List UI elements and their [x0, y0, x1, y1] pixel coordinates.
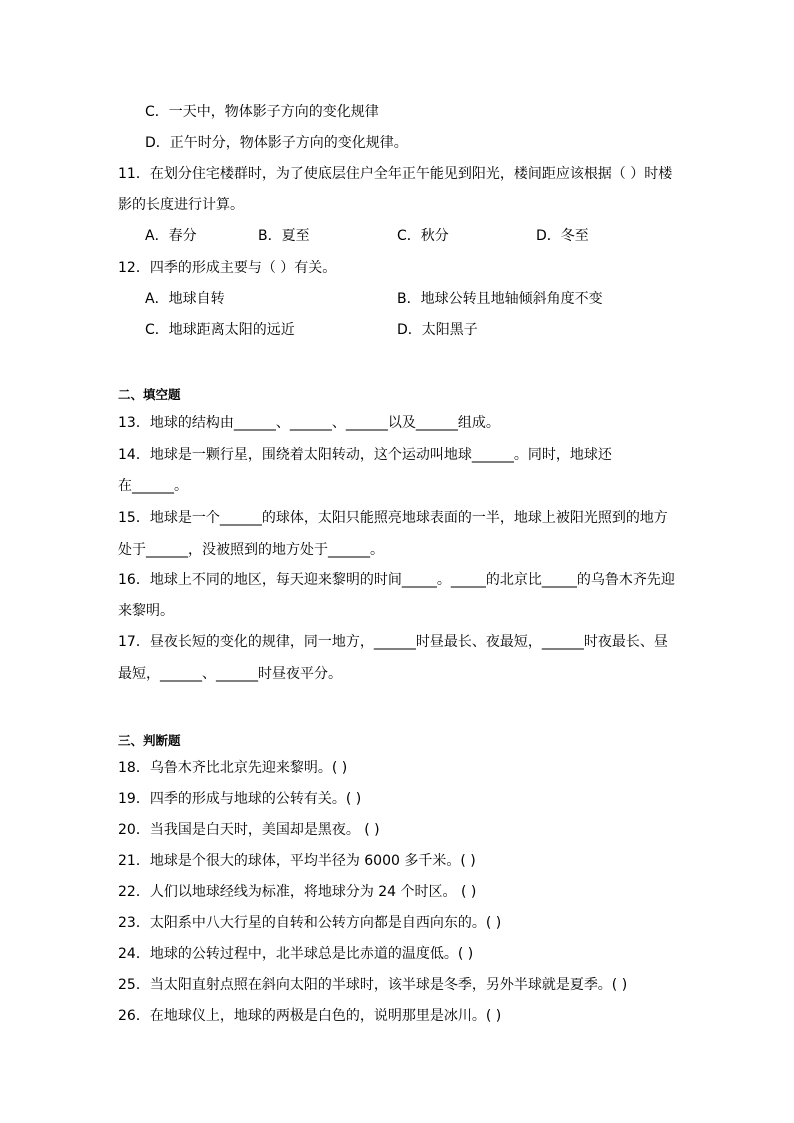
- q17-line2: 最短，______、______时昼夜平分。: [118, 666, 342, 682]
- q21: 21．地球是个很大的球体，平均半径为 6000 多千米。( ): [118, 853, 476, 869]
- q11-stem-line1: 11．在划分住宅楼群时，为了使底层住户全年正午能见到阳光，楼间距应该根据（ ）时楼: [118, 166, 673, 182]
- q10-option-c: C．一天中，物体影子方向的变化规律: [145, 104, 379, 120]
- section-true-false-title: 三、判断题: [118, 733, 181, 748]
- q16-line2: 来黎明。: [118, 603, 174, 619]
- q11-option-d: D．冬至: [536, 228, 589, 244]
- q14-line1: 14．地球是一颗行星，围绕着太阳转动，这个运动叫地球______。同时，地球还: [118, 447, 612, 463]
- q15-line1: 15．地球是一个______的球体，太阳只能照亮地球表面的一半，地球上被阳光照到的地方: [118, 510, 668, 526]
- q12-stem: 12．四季的形成主要与（ ）有关。: [118, 260, 337, 276]
- q12-option-b: B．地球公转且地轴倾斜角度不变: [397, 291, 603, 307]
- q16-line1: 16．地球上不同的地区，每天迎来黎明的时间_____。_____的北京比_____的乌鲁木齐先迎: [118, 572, 675, 588]
- q10-option-d: D．正午时分，物体影子方向的变化规律。: [145, 135, 408, 151]
- q25: 25．当太阳直射点照在斜向太阳的半球时，该半球是冬季，另外半球就是夏季。( ): [118, 977, 628, 993]
- q23: 23．太阳系中八大行星的自转和公转方向都是自西向东的。( ): [118, 915, 502, 931]
- q24: 24．地球的公转过程中，北半球总是比赤道的温度低。( ): [118, 946, 474, 962]
- section-fill-in-title: 二、填空题: [118, 387, 181, 402]
- q14-line2: 在______。: [118, 478, 188, 494]
- q26: 26．在地球仪上，地球的两极是白色的，说明那里是冰川。( ): [118, 1008, 502, 1024]
- q11-option-a: A．春分: [145, 228, 197, 244]
- q22: 22．人们以地球经线为标准，将地球分为 24 个时区。 ( ): [118, 884, 477, 900]
- q12-option-a: A．地球自转: [145, 291, 225, 307]
- q11-option-c: C．秋分: [397, 228, 449, 244]
- q12-option-d: D．太阳黑子: [397, 322, 478, 338]
- q11-option-b: B．夏至: [258, 228, 310, 244]
- q18: 18．乌鲁木齐比北京先迎来黎明。( ): [118, 760, 348, 776]
- q13: 13．地球的结构由______、______、______以及______组成。: [118, 415, 500, 431]
- q12-option-c: C．地球距离太阳的远近: [145, 322, 295, 338]
- q11-stem-line2: 影的长度进行计算。: [118, 197, 244, 213]
- q20: 20．当我国是白天时，美国却是黑夜。 ( ): [118, 822, 380, 838]
- q19: 19．四季的形成与地球的公转有关。( ): [118, 791, 362, 807]
- q17-line1: 17．昼夜长短的变化的规律，同一地方，______时昼最长、夜最短，______时夜最长、昼: [118, 634, 668, 650]
- q15-line2: 处于______，没被照到的地方处于______。: [118, 542, 384, 558]
